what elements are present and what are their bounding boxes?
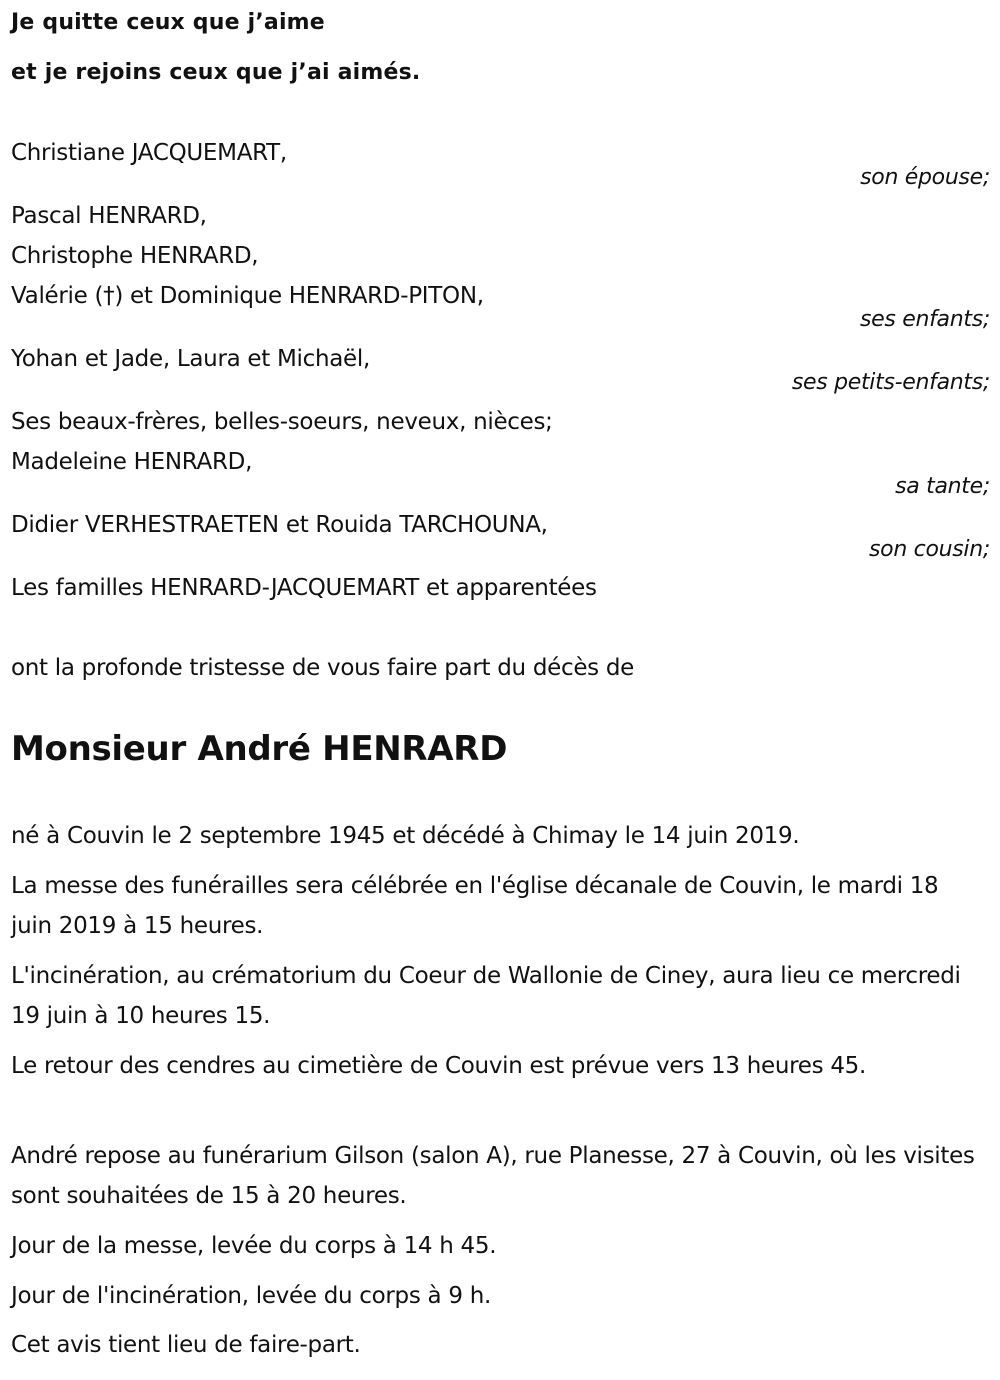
announcement-text: ont la profonde tristesse de vous faire part du décès de <box>11 655 635 681</box>
mass-day-pickup-text: Jour de la messe, levée du corps à 14 h 45. <box>11 1233 497 1259</box>
cremation-text: L'incinération, au crématorium du Coeur de Wallonie de Ciney, aura lieu ce mercredi 19 juin à 10 heures 15. <box>11 963 961 1029</box>
deceased-name: Monsieur André HENRARD <box>11 729 508 769</box>
cousin-relation: son cousin; <box>869 537 990 562</box>
child-name-3: Valérie (†) et Dominique HENRARD-PITON, <box>11 283 484 309</box>
funeral-mass-text: La messe des funérailles sera célébrée en l'église décanale de Couvin, le mardi 18 juin 2019 à 15 heures. <box>11 873 939 939</box>
in-laws-text: Ses beaux-frères, belles-soeurs, neveux, nièces; <box>11 409 553 435</box>
visitation-text: André repose au funérarium Gilson (salon A), rue Planesse, 27 à Couvin, où les visites sont souhaitées de 15 à 20 heures. <box>11 1143 975 1209</box>
grandchildren-relation: ses petits-enfants; <box>791 370 990 395</box>
birth-death-text: né à Couvin le 2 septembre 1945 et décédé à Chimay le 14 juin 2019. <box>11 823 800 849</box>
ashes-text: Le retour des cendres au cimetière de Couvin est prévue vers 13 heures 45. <box>11 1053 867 1079</box>
cousin-names: Didier VERHESTRAETEN et Rouida TARCHOUNA, <box>11 512 548 538</box>
verse-line-2: et je rejoins ceux que j’ai aimés. <box>11 60 421 85</box>
aunt-name: Madeleine HENRARD, <box>11 449 253 475</box>
grandchildren-names: Yohan et Jade, Laura et Michaël, <box>11 346 370 372</box>
aunt-relation: sa tante; <box>895 474 990 499</box>
cremation-day-pickup-text: Jour de l'incinération, levée du corps à 9 h. <box>11 1283 491 1309</box>
verse-line-1: Je quitte ceux que j’aime <box>11 10 325 35</box>
child-name-2: Christophe HENRARD, <box>11 243 259 269</box>
child-name-1: Pascal HENRARD, <box>11 203 207 229</box>
children-relation: ses enfants; <box>859 307 990 332</box>
families-text: Les familles HENRARD-JACQUEMART et apparentées <box>11 575 597 601</box>
closing-text: Cet avis tient lieu de faire-part. <box>11 1332 361 1358</box>
spouse-name: Christiane JACQUEMART, <box>11 140 287 166</box>
spouse-relation: son épouse; <box>860 165 990 190</box>
